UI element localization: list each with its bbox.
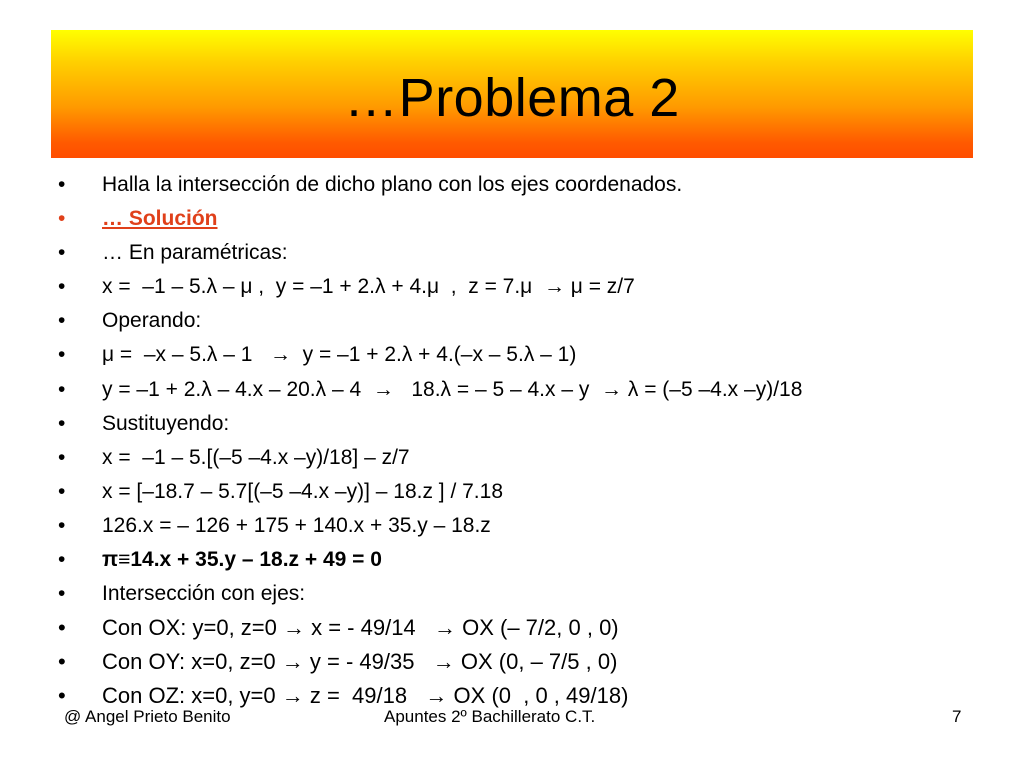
footer-page-number: 7 <box>952 707 962 726</box>
bullet-marker: • <box>58 683 66 709</box>
bullet-item <box>58 645 998 679</box>
bullet-marker: • <box>58 343 66 367</box>
bullet-marker: • <box>58 513 66 537</box>
bullet-text: Halla la intersección de dicho plano con los ejes coordenados. <box>102 173 683 196</box>
bullet-item <box>58 168 998 202</box>
bullet-text: x = –1 – 5.[(–5 –4.x –y)/18] – z/7 <box>102 445 410 469</box>
bullet-list <box>58 168 998 714</box>
slide-title: …Problema 2 <box>344 68 680 128</box>
bullet-text: Con OY: x=0, z=0 → y = - 49/35 → OX (0, – 7/5 , 0) <box>102 649 618 675</box>
bullet-text: Con OZ: x=0, y=0 → z = 49/18 → OX (0 , 0 , 49/18) <box>102 683 629 709</box>
bullet-text: μ = –x – 5.λ – 1 → y = –1 + 2.λ + 4.(–x – 5.λ – 1) <box>102 343 577 367</box>
bullet-marker: • <box>58 275 66 299</box>
bullet-item <box>58 338 998 372</box>
bullet-marker: • <box>58 411 66 435</box>
bullet-marker: • <box>58 445 66 469</box>
bullet-item <box>58 509 998 543</box>
bullet-marker: • <box>58 241 66 265</box>
bullet-text: Intersección con ejes: <box>102 582 306 606</box>
bullet-text: π≡14.x + 35.y – 18.z + 49 = 0 <box>102 548 382 572</box>
bullet-marker: • <box>58 582 66 606</box>
title-banner <box>51 30 973 158</box>
bullet-item <box>58 577 998 611</box>
bullet-text: Sustituyendo: <box>102 411 230 435</box>
bullet-item <box>58 407 998 441</box>
bullet-item <box>58 373 998 407</box>
bullet-item <box>58 475 998 509</box>
bullet-marker: • <box>58 649 66 675</box>
bullet-text: x = [–18.7 – 5.7[(–5 –4.x –y)] – 18.z ] / 7.18 <box>102 479 503 503</box>
bullet-marker: • <box>58 548 66 572</box>
footer-author: @ Angel Prieto Benito <box>64 707 231 726</box>
bullet-text: x = –1 – 5.λ – μ , y = –1 + 2.λ + 4.μ , z = 7.μ → μ = z/7 <box>102 275 635 299</box>
bullet-item <box>58 202 998 236</box>
bullet-item <box>58 611 998 645</box>
bullet-marker: • <box>58 377 66 401</box>
bullet-marker: • <box>58 615 66 641</box>
bullet-marker: • <box>58 479 66 503</box>
bullet-item <box>58 270 998 304</box>
bullet-item <box>58 304 998 338</box>
bullet-text: Con OX: y=0, z=0 → x = - 49/14 → OX (– 7/2, 0 , 0) <box>102 615 619 641</box>
bullet-item <box>58 543 998 577</box>
bullet-item <box>58 236 998 270</box>
bullet-text: … En paramétricas: <box>102 241 288 265</box>
slide-footer <box>0 707 1024 733</box>
footer-course: Apuntes 2º Bachillerato C.T. <box>384 707 596 726</box>
bullet-text: 126.x = – 126 + 175 + 140.x + 35.y – 18.z <box>102 513 491 537</box>
bullet-text: y = –1 + 2.λ – 4.x – 20.λ – 4 → 18.λ = – 5 – 4.x – y → λ = (–5 –4.x –y)/18 <box>102 377 803 401</box>
bullet-item <box>58 441 998 475</box>
bullet-marker: • <box>58 173 66 196</box>
bullet-text: Operando: <box>102 309 202 333</box>
bullet-marker: • <box>58 309 66 333</box>
bullet-text[interactable]: … Solución <box>102 207 218 231</box>
bullet-marker: • <box>58 207 66 231</box>
